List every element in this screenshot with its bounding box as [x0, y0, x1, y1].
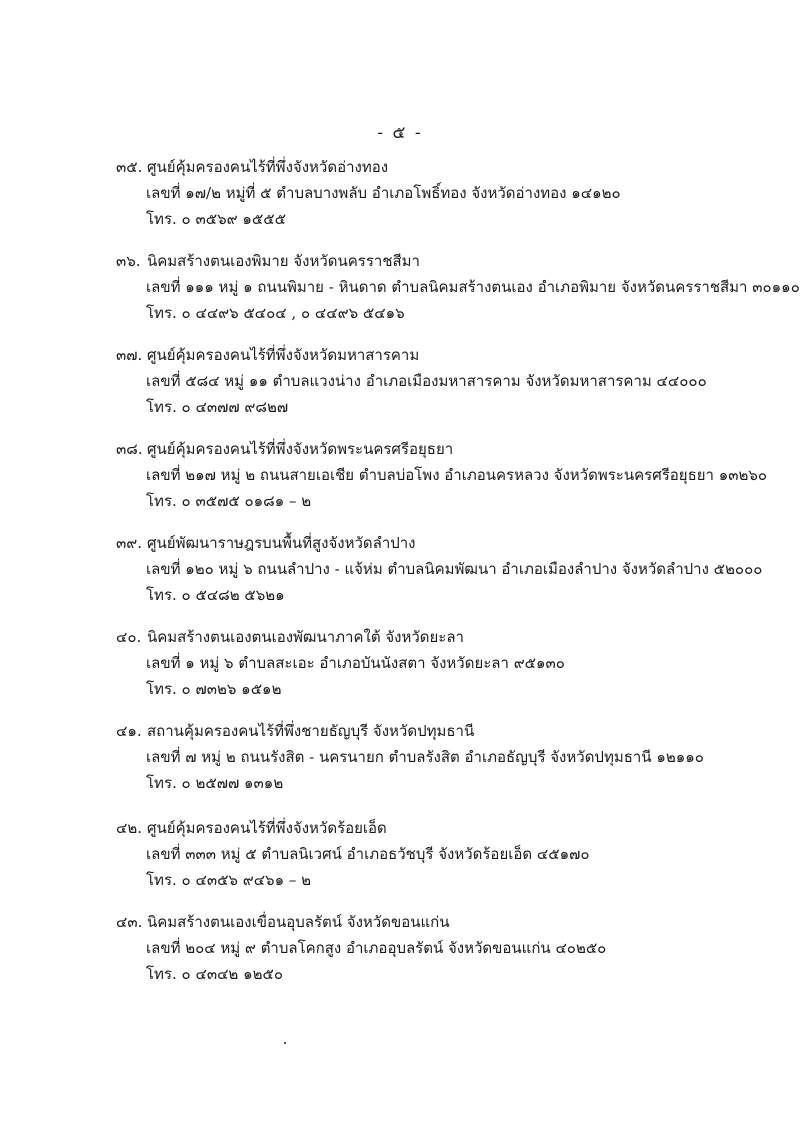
entry-38 — [116, 436, 776, 514]
entry-name: นิคมสร้างตนเองเขื่อนอุบลรัตน์ จังหวัดขอนแก่น — [147, 913, 450, 931]
entry-40 — [116, 624, 776, 702]
entry-phone: โทร. ๐ ๓๕๖๙ ๑๕๕๕ — [146, 210, 286, 228]
entry-name: นิคมสร้างตนเองพิมาย จังหวัดนครราชสีมา — [147, 252, 420, 270]
entry-number: ๔๑. — [116, 722, 142, 740]
entry-number: ๓๘. — [116, 440, 143, 458]
entry-number: ๔๐. — [116, 628, 142, 646]
entry-phone: โทร. ๐ ๕๔๘๒ ๕๖๒๑ — [146, 586, 285, 604]
entry-phone: โทร. ๐ ๔๓๔๒ ๑๒๕๐ — [146, 965, 283, 983]
entry-number: ๓๖. — [116, 252, 141, 270]
entry-number: ๓๕. — [116, 158, 143, 176]
entry-42 — [116, 815, 776, 893]
page-number: - ๕ - — [377, 123, 423, 143]
entry-36 — [116, 248, 800, 326]
entry-phone: โทร. ๐ ๔๓๕๖ ๙๔๖๑ – ๒ — [146, 871, 312, 889]
entry-name: ศูนย์คุ้มครองคนไร้ที่พึ่งจังหวัดร้อยเอ็ด — [147, 819, 387, 837]
entry-39 — [116, 530, 776, 608]
entry-number: ๓๗. — [116, 346, 143, 364]
entry-name: สถานคุ้มครองคนไร้ที่พึ่งชายธัญบุรี จังหวัดปทุมธานี — [147, 722, 475, 740]
entry-phone: โทร. ๐ ๔๔๙๖ ๕๔๐๔ , ๐ ๔๔๙๖ ๕๔๑๖ — [146, 304, 405, 322]
entry-address: เลขที่ ๑ หมู่ ๖ ตำบลสะเอะ อำเภอบันนังสตา จังหวัดยะลา ๙๕๑๓๐ — [146, 654, 565, 672]
entry-name: ศูนย์คุ้มครองคนไร้ที่พึ่งจังหวัดมหาสารคาม — [147, 346, 420, 364]
entry-number: ๓๙. — [116, 534, 143, 552]
scan-speck — [284, 1042, 286, 1044]
entry-43 — [116, 909, 776, 987]
entry-37 — [116, 342, 776, 420]
entry-phone: โทร. ๐ ๗๓๒๖ ๑๕๑๒ — [146, 680, 282, 698]
entry-phone: โทร. ๐ ๔๓๗๗ ๙๘๒๗ — [146, 398, 289, 416]
entry-name: ศูนย์พัฒนาราษฎรบนพื้นที่สูงจังหวัดลำปาง — [147, 534, 416, 552]
entry-address: เลขที่ ๒๐๔ หมู่ ๙ ตำบลโคกสูง อำเภออุบลรัตน์ จังหวัดขอนแก่น ๔๐๒๕๐ — [146, 939, 607, 957]
entry-number: ๔๒. — [116, 819, 143, 837]
entry-phone: โทร. ๐ ๒๕๗๗ ๑๓๑๒ — [146, 774, 284, 792]
entry-name: นิคมสร้างตนเองตนเองพัฒนาภาคใต้ จังหวัดยะลา — [147, 628, 464, 646]
entry-address: เลขที่ ๒๑๗ หมู่ ๒ ถนนสายเอเชีย ตำบลบ่อโพง อำเภอนครหลวง จังหวัดพระนครศรีอยุธยา ๑๓๒๖๐ — [146, 466, 768, 484]
entry-name: ศูนย์คุ้มครองคนไร้ที่พึ่งจังหวัดอ่างทอง — [147, 158, 389, 176]
entry-address: เลขที่ ๗ หมู่ ๒ ถนนรังสิต - นครนายก ตำบลรังสิต อำเภอธัญบุรี จังหวัดปทุมธานี ๑๒๑๑๐ — [146, 748, 704, 766]
entry-address: เลขที่ ๑๒๐ หมู่ ๖ ถนนลำปาง - แจ้ห่ม ตำบลนิคมพัฒนา อำเภอเมืองลำปาง จังหวัดลำปาง ๕๒๐๐๐ — [146, 560, 763, 578]
entry-address: เลขที่ ๑๑๑ หมู่ ๑ ถนนพิมาย - หินดาด ตำบลนิคมสร้างตนเอง อำเภอพิมาย จังหวัดนครราชสีมา ๓๐๑๑๐ — [146, 278, 800, 296]
entry-35 — [116, 154, 776, 232]
entry-number: ๔๓. — [116, 913, 143, 931]
entry-name: ศูนย์คุ้มครองคนไร้ที่พึ่งจังหวัดพระนครศรีอยุธยา — [147, 440, 454, 458]
entry-address: เลขที่ ๓๓๓ หมู่ ๕ ตำบลนิเวศน์ อำเภอธวัชบุรี จังหวัดร้อยเอ็ด ๔๕๑๗๐ — [146, 845, 590, 863]
entry-41 — [116, 718, 776, 796]
entry-address: เลขที่ ๕๘๔ หมู่ ๑๑ ตำบลแวงน่าง อำเภอเมืองมหาสารคาม จังหวัดมหาสารคาม ๔๔๐๐๐ — [146, 372, 707, 390]
entry-phone: โทร. ๐ ๓๕๗๕ ๐๑๘๑ – ๒ — [146, 492, 312, 510]
entry-address: เลขที่ ๑๗/๒ หมู่ที่ ๕ ตำบลบางพลับ อำเภอโพธิ์ทอง จังหวัดอ่างทอง ๑๔๑๒๐ — [146, 184, 621, 202]
